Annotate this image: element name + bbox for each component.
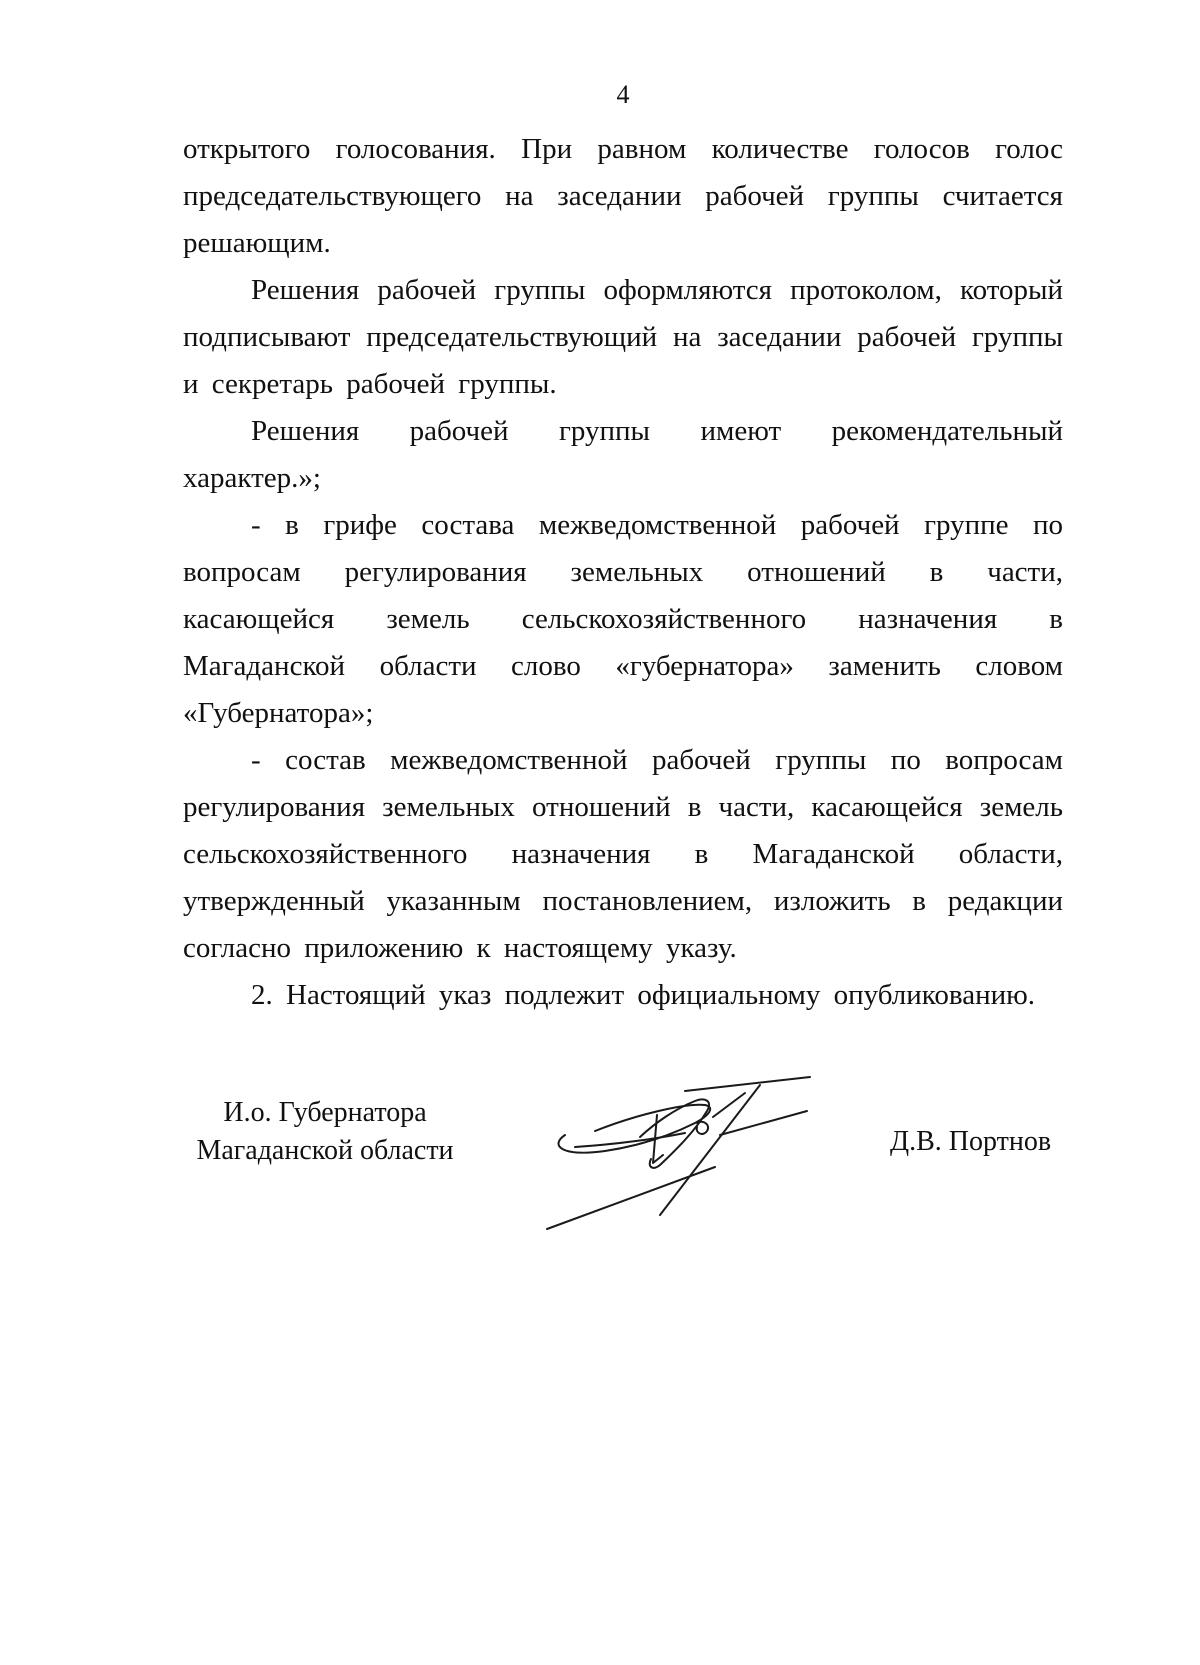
paragraph-recommendations: Решения рабочей группы имеют рекомендательный характер.»; — [183, 415, 1063, 494]
paragraph-continuation: открытого голосования. При равном количестве голосов голос председательствующего на заседании рабочей группы считается решающим. — [183, 133, 1063, 259]
paragraph-header-change: - в грифе состава межведомственной рабочей группе по вопросам регулирования земельных отношений в части, касающейся земель сельскохозяйственного назначения в Магаданской области слово «губернатора» заменить словом «Губернатора»; — [183, 509, 1063, 729]
signatory-name: Д.В. Портнов — [890, 1126, 1052, 1157]
signatory-title — [185, 1094, 465, 1170]
document-body — [183, 126, 1063, 1019]
paragraph-composition-change: - состав межведомственной рабочей группы по вопросам регулирования земельных отношений в части, касающейся земель сельскохозяйственного назначения в Магаданской области, утвержденный указанным постановлением, изложить в редакции согласно приложению к настоящему указу. — [183, 744, 1063, 964]
page-number: 4 — [616, 80, 630, 109]
signatory-title-line2: Магаданской области — [196, 1135, 454, 1166]
handwritten-signature — [545, 1075, 815, 1230]
paragraph-protocol: Решения рабочей группы оформляются протоколом, который подписывают председательствующий на заседании рабочей группы и секретарь рабочей группы. — [183, 274, 1063, 400]
signatory-title-line1: И.о. Губернатора — [223, 1097, 427, 1128]
paragraph-publication: 2. Настоящий указ подлежит официальному опубликованию. — [251, 979, 1036, 1011]
